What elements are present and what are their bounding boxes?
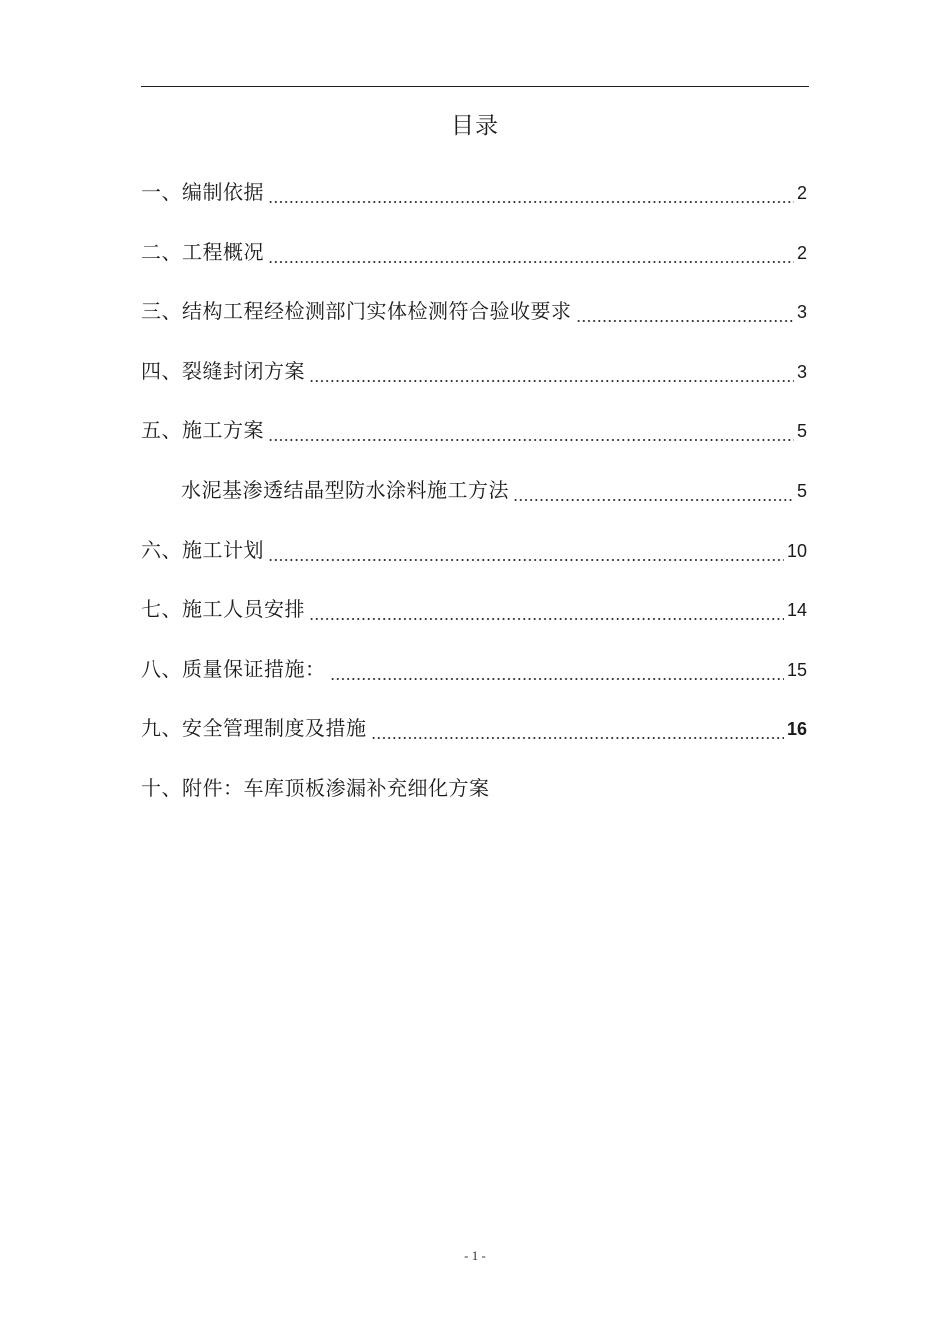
toc-page-number: 15 <box>786 659 807 680</box>
toc-entry-compilation-basis[interactable] <box>141 172 807 232</box>
toc-entry-label: 三、结构工程经检测部门实体检测符合验收要求 <box>141 299 572 324</box>
toc-dot-leader <box>268 538 784 562</box>
page-number: - 1 - <box>464 1248 486 1263</box>
toc-entry-construction-schedule[interactable] <box>141 530 807 590</box>
toc-page-number: 16 <box>786 719 807 740</box>
toc-entry-label: 二、工程概况 <box>141 239 264 264</box>
toc-page-number: 14 <box>786 600 807 621</box>
toc-dot-leader <box>576 299 794 323</box>
toc-entry-label: 六、施工计划 <box>141 537 264 562</box>
toc-entry-structural-inspection[interactable] <box>141 291 807 351</box>
toc-entry-label: 四、裂缝封闭方案 <box>141 358 305 383</box>
toc-dot-leader <box>268 180 794 204</box>
toc-entry-waterproof-coating-method[interactable] <box>141 470 807 530</box>
toc-entry-label: 一、编制依据 <box>141 180 264 204</box>
toc-entry-label: 七、施工人员安排 <box>141 597 305 622</box>
toc-page-number: 5 <box>796 421 807 442</box>
toc-page-number: 5 <box>796 480 807 501</box>
toc-title: 目录 <box>451 113 499 139</box>
toc-dot-leader <box>371 716 784 740</box>
toc-entry-construction-plan[interactable] <box>141 410 807 470</box>
toc-entry-quality-assurance[interactable] <box>141 649 807 709</box>
toc-entry-staffing[interactable] <box>141 589 807 649</box>
toc-dot-leader <box>513 478 794 502</box>
toc-dot-leader <box>309 597 784 621</box>
toc-entry-label: 五、施工方案 <box>141 418 264 443</box>
toc-entry-project-overview[interactable] <box>141 232 807 292</box>
toc-entry-safety-management[interactable] <box>141 708 807 768</box>
toc-entry-label: 九、安全管理制度及措施 <box>141 716 367 741</box>
toc-page-number: 10 <box>786 540 807 561</box>
toc-dot-leader <box>268 418 794 442</box>
toc-entry-label: 水泥基渗透结晶型防水涂料施工方法 <box>181 477 509 502</box>
toc-list <box>141 172 807 828</box>
toc-dot-leader <box>268 240 794 264</box>
toc-entry-crack-sealing-plan[interactable] <box>141 351 807 411</box>
toc-page-number: 2 <box>796 183 807 203</box>
toc-dot-leader <box>330 657 784 681</box>
toc-entry-label: 十、附件：车库顶板渗漏补充细化方案 <box>141 775 490 800</box>
toc-entry-label: 八、质量保证措施： <box>141 656 326 681</box>
toc-dot-leader <box>309 359 794 383</box>
toc-page-number: 2 <box>796 242 807 263</box>
toc-page-number: 3 <box>796 361 807 382</box>
header-rule <box>141 86 809 87</box>
toc-page-number: 3 <box>796 302 807 323</box>
toc-entry-appendix[interactable] <box>141 768 807 828</box>
